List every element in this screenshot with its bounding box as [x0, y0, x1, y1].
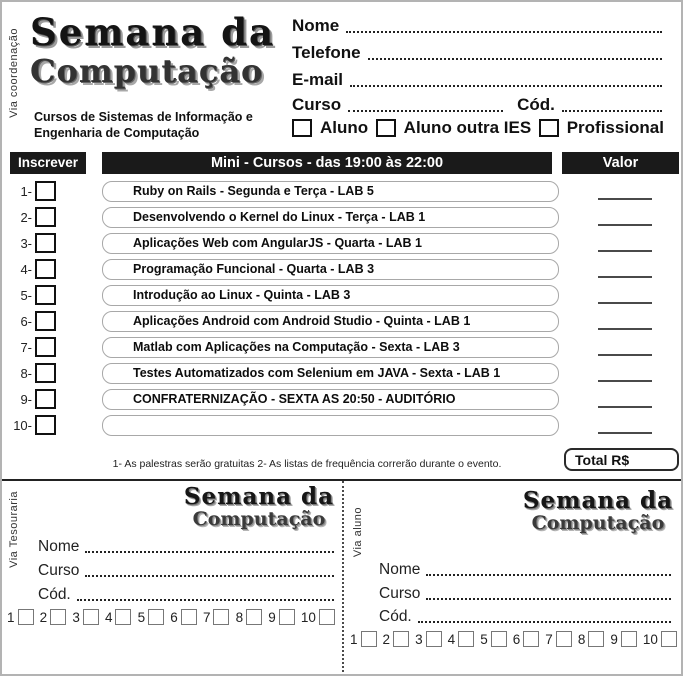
course-4-pill: Programação Funcional - Quarta - LAB 3 [102, 259, 559, 280]
course-7-checkbox[interactable] [35, 337, 56, 357]
course-code-field-row [292, 95, 664, 115]
stub-tesouraria-logo [184, 485, 334, 529]
stub-aluno-name-row [379, 561, 671, 579]
course-9-checkbox[interactable] [35, 389, 56, 409]
aluno-checkbox[interactable] [292, 119, 312, 137]
course-row-9 [2, 389, 681, 413]
num-label: 7 [545, 631, 553, 647]
name-label: Nome [38, 538, 80, 555]
course-9-pill: CONFRATERNIZAÇÃO - SEXTA AS 20:50 - AUDITÓRIO [102, 389, 559, 410]
num-6-checkbox[interactable] [523, 631, 539, 647]
num-5-checkbox[interactable] [148, 609, 164, 625]
course-6-pill: Aplicações Android com Android Studio - Quinta - LAB 1 [102, 311, 559, 332]
course-3-pill: Aplicações Web com AngularJS - Quarta - LAB 1 [102, 233, 559, 254]
num-1-checkbox[interactable] [18, 609, 34, 625]
course-2-pill: Desenvolvendo o Kernel do Linux - Terça - LAB 1 [102, 207, 559, 228]
num-label: 5 [137, 609, 146, 625]
type-aluno [292, 118, 368, 138]
name-label: Nome [379, 561, 421, 578]
num-item-3 [415, 631, 442, 647]
num-10-checkbox[interactable] [661, 631, 677, 647]
course-4-checkbox[interactable] [35, 259, 56, 279]
row-number: 9- [20, 392, 32, 407]
course-9-value-line[interactable] [598, 406, 652, 408]
email-label: E-mail [292, 70, 344, 89]
aluno-outra-ies-label: Aluno outra IES [403, 118, 532, 137]
num-label: 3 [415, 631, 423, 647]
num-item-6 [513, 631, 540, 647]
course-row-2 [2, 207, 681, 231]
num-label: 9 [268, 609, 276, 625]
course-2-value-line[interactable] [598, 224, 652, 226]
num-label: 1 [7, 609, 15, 625]
course-2-checkbox[interactable] [35, 207, 56, 227]
name-field-row [292, 16, 664, 36]
name-input-line[interactable] [346, 17, 662, 33]
courses-column-header: Mini - Cursos - das 19:00 às 22:00 [102, 152, 552, 174]
enroll-column-header: Inscrever [10, 152, 86, 174]
num-item-8 [578, 631, 605, 647]
aluno-outra-ies-checkbox[interactable] [376, 119, 396, 137]
course-input-line[interactable] [426, 586, 671, 600]
course-10-pill [102, 415, 559, 436]
aluno-label: Aluno [320, 118, 369, 137]
row-number: 3- [20, 236, 32, 251]
footnote: 1- As palestras serão gratuitas 2- As listas de frequência correrão durante o evento. [112, 458, 502, 470]
course-row-7 [2, 337, 681, 361]
num-1-checkbox[interactable] [361, 631, 377, 647]
type-aluno-outra-ies [376, 118, 532, 138]
stub-logo-line2: Computação [531, 512, 665, 534]
course-10-checkbox[interactable] [35, 415, 56, 435]
course-6-value-line[interactable] [598, 328, 652, 330]
event-logo-line1: Semana da [30, 10, 275, 54]
course-8-pill: Testes Automatizados com Selenium em JAVA - Sexta - LAB 1 [102, 363, 559, 384]
row-number: 1- [20, 184, 32, 199]
num-item-5 [138, 609, 165, 625]
num-item-10 [643, 631, 677, 647]
num-label: 10 [642, 631, 658, 647]
row-number: 5- [20, 288, 32, 303]
num-item-3 [72, 609, 99, 625]
email-input-line[interactable] [350, 71, 662, 87]
num-item-4 [105, 609, 132, 625]
num-label: 8 [577, 631, 586, 647]
email-field-row [292, 70, 664, 90]
phone-label: Telefone [292, 43, 361, 62]
num-label: 4 [104, 609, 113, 625]
stub-logo-line1: Semana da [183, 483, 334, 510]
course-label: Curso [38, 562, 80, 579]
course-input-line[interactable] [348, 96, 503, 112]
course-row-4 [2, 259, 681, 283]
num-8-checkbox[interactable] [246, 609, 262, 625]
row-number: 10- [13, 418, 32, 433]
row-number: 8- [20, 366, 32, 381]
course-row-6 [2, 311, 681, 335]
row-number: 6- [20, 314, 32, 329]
num-item-9 [268, 609, 295, 625]
row-number: 4- [20, 262, 32, 277]
num-5-checkbox[interactable] [491, 631, 507, 647]
course-label: Curso [292, 95, 342, 114]
stub-tesouraria-numbers [7, 609, 335, 625]
num-4-checkbox[interactable] [458, 631, 474, 647]
total-label: Total R$ [575, 452, 630, 468]
stub-tesouraria-code-row [38, 586, 334, 604]
via-coordenacao-label: Via coordenação [8, 28, 20, 118]
num-label: 4 [447, 631, 456, 647]
code-label: Cód. [517, 95, 555, 114]
num-label: 3 [72, 609, 80, 625]
num-item-9 [610, 631, 637, 647]
name-label: Nome [292, 16, 340, 35]
num-item-8 [236, 609, 263, 625]
num-item-7 [545, 631, 572, 647]
course-6-checkbox[interactable] [35, 311, 56, 331]
stub-aluno [342, 481, 683, 676]
course-row-3 [2, 233, 681, 257]
course-10-value-line[interactable] [598, 432, 652, 434]
event-subtitle-line1: Cursos de Sistemas de Informação e [34, 110, 253, 124]
course-row-10 [2, 415, 681, 439]
num-6-checkbox[interactable] [181, 609, 197, 625]
course-row-1 [2, 181, 681, 205]
course-1-value-line[interactable] [598, 198, 652, 200]
num-3-checkbox[interactable] [426, 631, 442, 647]
course-8-checkbox[interactable] [35, 363, 56, 383]
num-item-2 [383, 631, 410, 647]
num-3-checkbox[interactable] [83, 609, 99, 625]
code-input-line[interactable] [77, 587, 334, 601]
code-label: Cód. [379, 608, 412, 625]
course-8-value-line[interactable] [598, 380, 652, 382]
course-1-checkbox[interactable] [35, 181, 56, 201]
num-8-checkbox[interactable] [588, 631, 604, 647]
course-7-pill: Matlab com Aplicações na Computação - Sexta - LAB 3 [102, 337, 559, 358]
code-input-line[interactable] [562, 96, 662, 112]
course-3-checkbox[interactable] [35, 233, 56, 253]
attendee-type-row [292, 118, 664, 138]
course-3-value-line[interactable] [598, 250, 652, 252]
course-4-value-line[interactable] [598, 276, 652, 278]
event-logo [30, 10, 275, 90]
type-profissional [539, 118, 664, 138]
num-label: 1 [350, 631, 358, 647]
event-logo-line2: Computação [30, 52, 264, 90]
code-input-line[interactable] [418, 609, 671, 623]
course-5-value-line[interactable] [598, 302, 652, 304]
course-row-8 [2, 363, 681, 387]
num-10-checkbox[interactable] [319, 609, 335, 625]
num-label: 2 [39, 609, 48, 625]
num-label: 5 [480, 631, 488, 647]
num-7-checkbox[interactable] [556, 631, 572, 647]
num-item-10 [301, 609, 335, 625]
num-item-2 [40, 609, 67, 625]
num-label: 10 [300, 609, 316, 625]
num-label: 2 [382, 631, 391, 647]
value-column-header: Valor [562, 152, 679, 174]
stub-aluno-logo [523, 489, 673, 533]
num-label: 7 [202, 609, 211, 625]
num-item-1 [7, 609, 34, 625]
profissional-label: Profissional [566, 118, 664, 137]
stub-logo-line1: Semana da [522, 487, 673, 514]
num-9-checkbox[interactable] [279, 609, 295, 625]
stub-tesouraria-course-row [38, 562, 334, 580]
num-item-4 [448, 631, 475, 647]
stub-logo-line2: Computação [192, 508, 326, 530]
num-label: 6 [512, 631, 521, 647]
code-label: Cód. [38, 586, 71, 603]
total-box[interactable] [564, 448, 679, 471]
event-subtitle-line2: Engenharia de Computação [34, 126, 200, 141]
name-input-line[interactable] [426, 562, 671, 576]
num-item-1 [350, 631, 377, 647]
stub-aluno-numbers [350, 631, 677, 647]
num-label: 9 [610, 631, 618, 647]
num-label: 8 [235, 609, 244, 625]
profissional-checkbox[interactable] [539, 119, 559, 137]
num-item-5 [480, 631, 507, 647]
stub-tesouraria-name-row [38, 538, 334, 556]
event-subtitle [34, 109, 253, 142]
course-7-value-line[interactable] [598, 354, 652, 356]
num-2-checkbox[interactable] [50, 609, 66, 625]
row-number: 2- [20, 210, 32, 225]
phone-field-row [292, 43, 664, 63]
num-7-checkbox[interactable] [213, 609, 229, 625]
num-item-6 [170, 609, 197, 625]
stub-aluno-code-row [379, 608, 671, 626]
row-number: 7- [20, 340, 32, 355]
stub-aluno-course-row [379, 585, 671, 603]
num-2-checkbox[interactable] [393, 631, 409, 647]
course-label: Curso [379, 585, 421, 602]
course-input-line[interactable] [85, 563, 334, 577]
course-5-pill: Introdução ao Linux - Quinta - LAB 3 [102, 285, 559, 306]
num-9-checkbox[interactable] [621, 631, 637, 647]
num-label: 6 [170, 609, 178, 625]
phone-input-line[interactable] [368, 44, 662, 60]
course-1-pill: Ruby on Rails - Segunda e Terça - LAB 5 [102, 181, 559, 202]
num-item-7 [203, 609, 230, 625]
via-tesouraria-label: Via Tesouraria [8, 491, 20, 568]
course-5-checkbox[interactable] [35, 285, 56, 305]
course-row-5 [2, 285, 681, 309]
via-aluno-label: Via aluno [352, 507, 364, 558]
num-4-checkbox[interactable] [115, 609, 131, 625]
name-input-line[interactable] [85, 539, 334, 553]
stub-tesouraria [2, 481, 342, 676]
